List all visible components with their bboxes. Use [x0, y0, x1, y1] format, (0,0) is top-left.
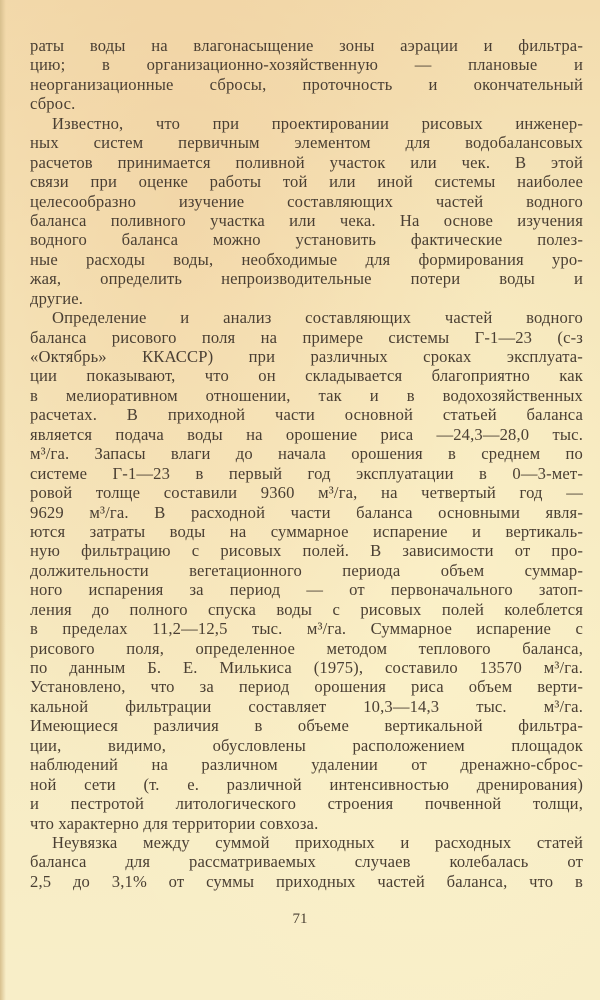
- text-line: «Октябрь» ККАССР) при различных сроках эксплуата-: [30, 347, 583, 366]
- text-line: ную фильтрацию с рисовых полей. В зависимости от про-: [30, 541, 583, 561]
- text-line: Определение и анализ составляющих частей водного: [52, 308, 583, 328]
- paragraph: [30, 833, 583, 891]
- text-line: наблюдений на различном удалении от дренажно-сброс-: [30, 755, 583, 775]
- text-line: Имеющиеся различия в объеме вертикальной фильтра-: [30, 716, 583, 736]
- text-line: сброс.: [30, 94, 76, 114]
- text-line: 9629 м³/га. В расходной части баланса основными явля-: [30, 502, 583, 522]
- text-line: жая, определить непроизводительные потери воды и: [30, 269, 583, 289]
- page-number: 71: [292, 911, 308, 927]
- text-line: расчетов принимается поливной участок или чек. В этой: [30, 152, 583, 172]
- text-line: системе Г-1—23 в первый год эксплуатации в 0—3-мет-: [30, 463, 583, 483]
- text-line: в пределах 11,2—12,5 тыс. м³/га. Суммарное испарение с: [30, 619, 583, 639]
- paragraph: [30, 114, 583, 308]
- text-line: в мелиоративном отношении, так и в водохозяйственных: [30, 385, 583, 405]
- text-line: ления до полного спуска воды с рисовых полей колеблется: [30, 599, 583, 619]
- text-line: должительности вегетационного периода объем суммар-: [30, 560, 583, 580]
- paragraph: [30, 36, 583, 114]
- text-line: ции показывают, что он складывается благоприятно как: [30, 366, 583, 386]
- text-line: цию; в организационно-хозяйственную — плановые и: [30, 55, 583, 75]
- text-line: ного испарения за период — от первоначального затоп-: [30, 580, 583, 600]
- text-line: баланса рисового поля на примере системы Г-1—23 (с-з: [30, 327, 583, 347]
- text-line: неорганизационные сбросы, проточность и окончательный: [30, 74, 583, 94]
- text-line: и пестротой литологического строения почвенной толщи,: [30, 794, 583, 814]
- text-line: по данным Б. Е. Милькиса (1975), составило 13570 м³/га.: [30, 658, 583, 677]
- text-line: 2,5 до 3,1% от суммы приходных частей баланса, что в: [30, 871, 583, 891]
- text-line: м³/га. Запасы влаги до начала орошения в среднем по: [30, 444, 583, 464]
- text-line: ровой толще составили 9360 м³/га, на четвертый год —: [30, 483, 583, 503]
- text-line: ной сети (т. е. различной интенсивностью дренирования): [30, 774, 583, 794]
- text-line: баланса поливного участка или чека. На основе изучения: [30, 210, 583, 230]
- text-line: ных систем первичным элементом для водобалансовых: [30, 133, 583, 153]
- text-line: баланса для рассматриваемых случаев колебалась от: [30, 852, 583, 872]
- text-line: Неувязка между суммой приходных и расходных статей: [52, 832, 583, 852]
- text-line: раты воды на влагонасыщение зоны аэрации и фильтра-: [30, 36, 583, 55]
- body-text: [30, 36, 583, 891]
- text-line: расчетах. В приходной части основной статьей баланса: [30, 405, 583, 425]
- text-line: ются затраты воды на суммарное испарение и вертикаль-: [30, 521, 583, 541]
- text-line: рисового поля, определенное методом теплового баланса,: [30, 638, 583, 658]
- text-line: кальной фильтрации составляет 10,3—14,3 тыс. м³/га.: [30, 696, 583, 716]
- paragraph: [30, 308, 583, 833]
- text-line: целесообразно изучение составляющих частей водного: [30, 191, 583, 211]
- text-line: водного баланса можно установить фактические полез-: [30, 230, 583, 250]
- text-line: что характерно для территории совхоза.: [30, 813, 319, 833]
- text-line: ные расходы воды, необходимые для формирования уро-: [30, 249, 583, 269]
- text-line: Известно, что при проектировании рисовых инженер-: [52, 113, 583, 133]
- text-line: ции, видимо, обусловлены расположением площадок: [30, 735, 583, 755]
- text-line: связи при оценке работы той или иной системы наиболее: [30, 172, 583, 192]
- text-line: другие.: [30, 288, 84, 308]
- text-line: является подача воды на орошение риса —24,3—28,0 тыс.: [30, 424, 583, 444]
- text-line: Установлено, что за период орошения риса объем верти-: [30, 677, 583, 697]
